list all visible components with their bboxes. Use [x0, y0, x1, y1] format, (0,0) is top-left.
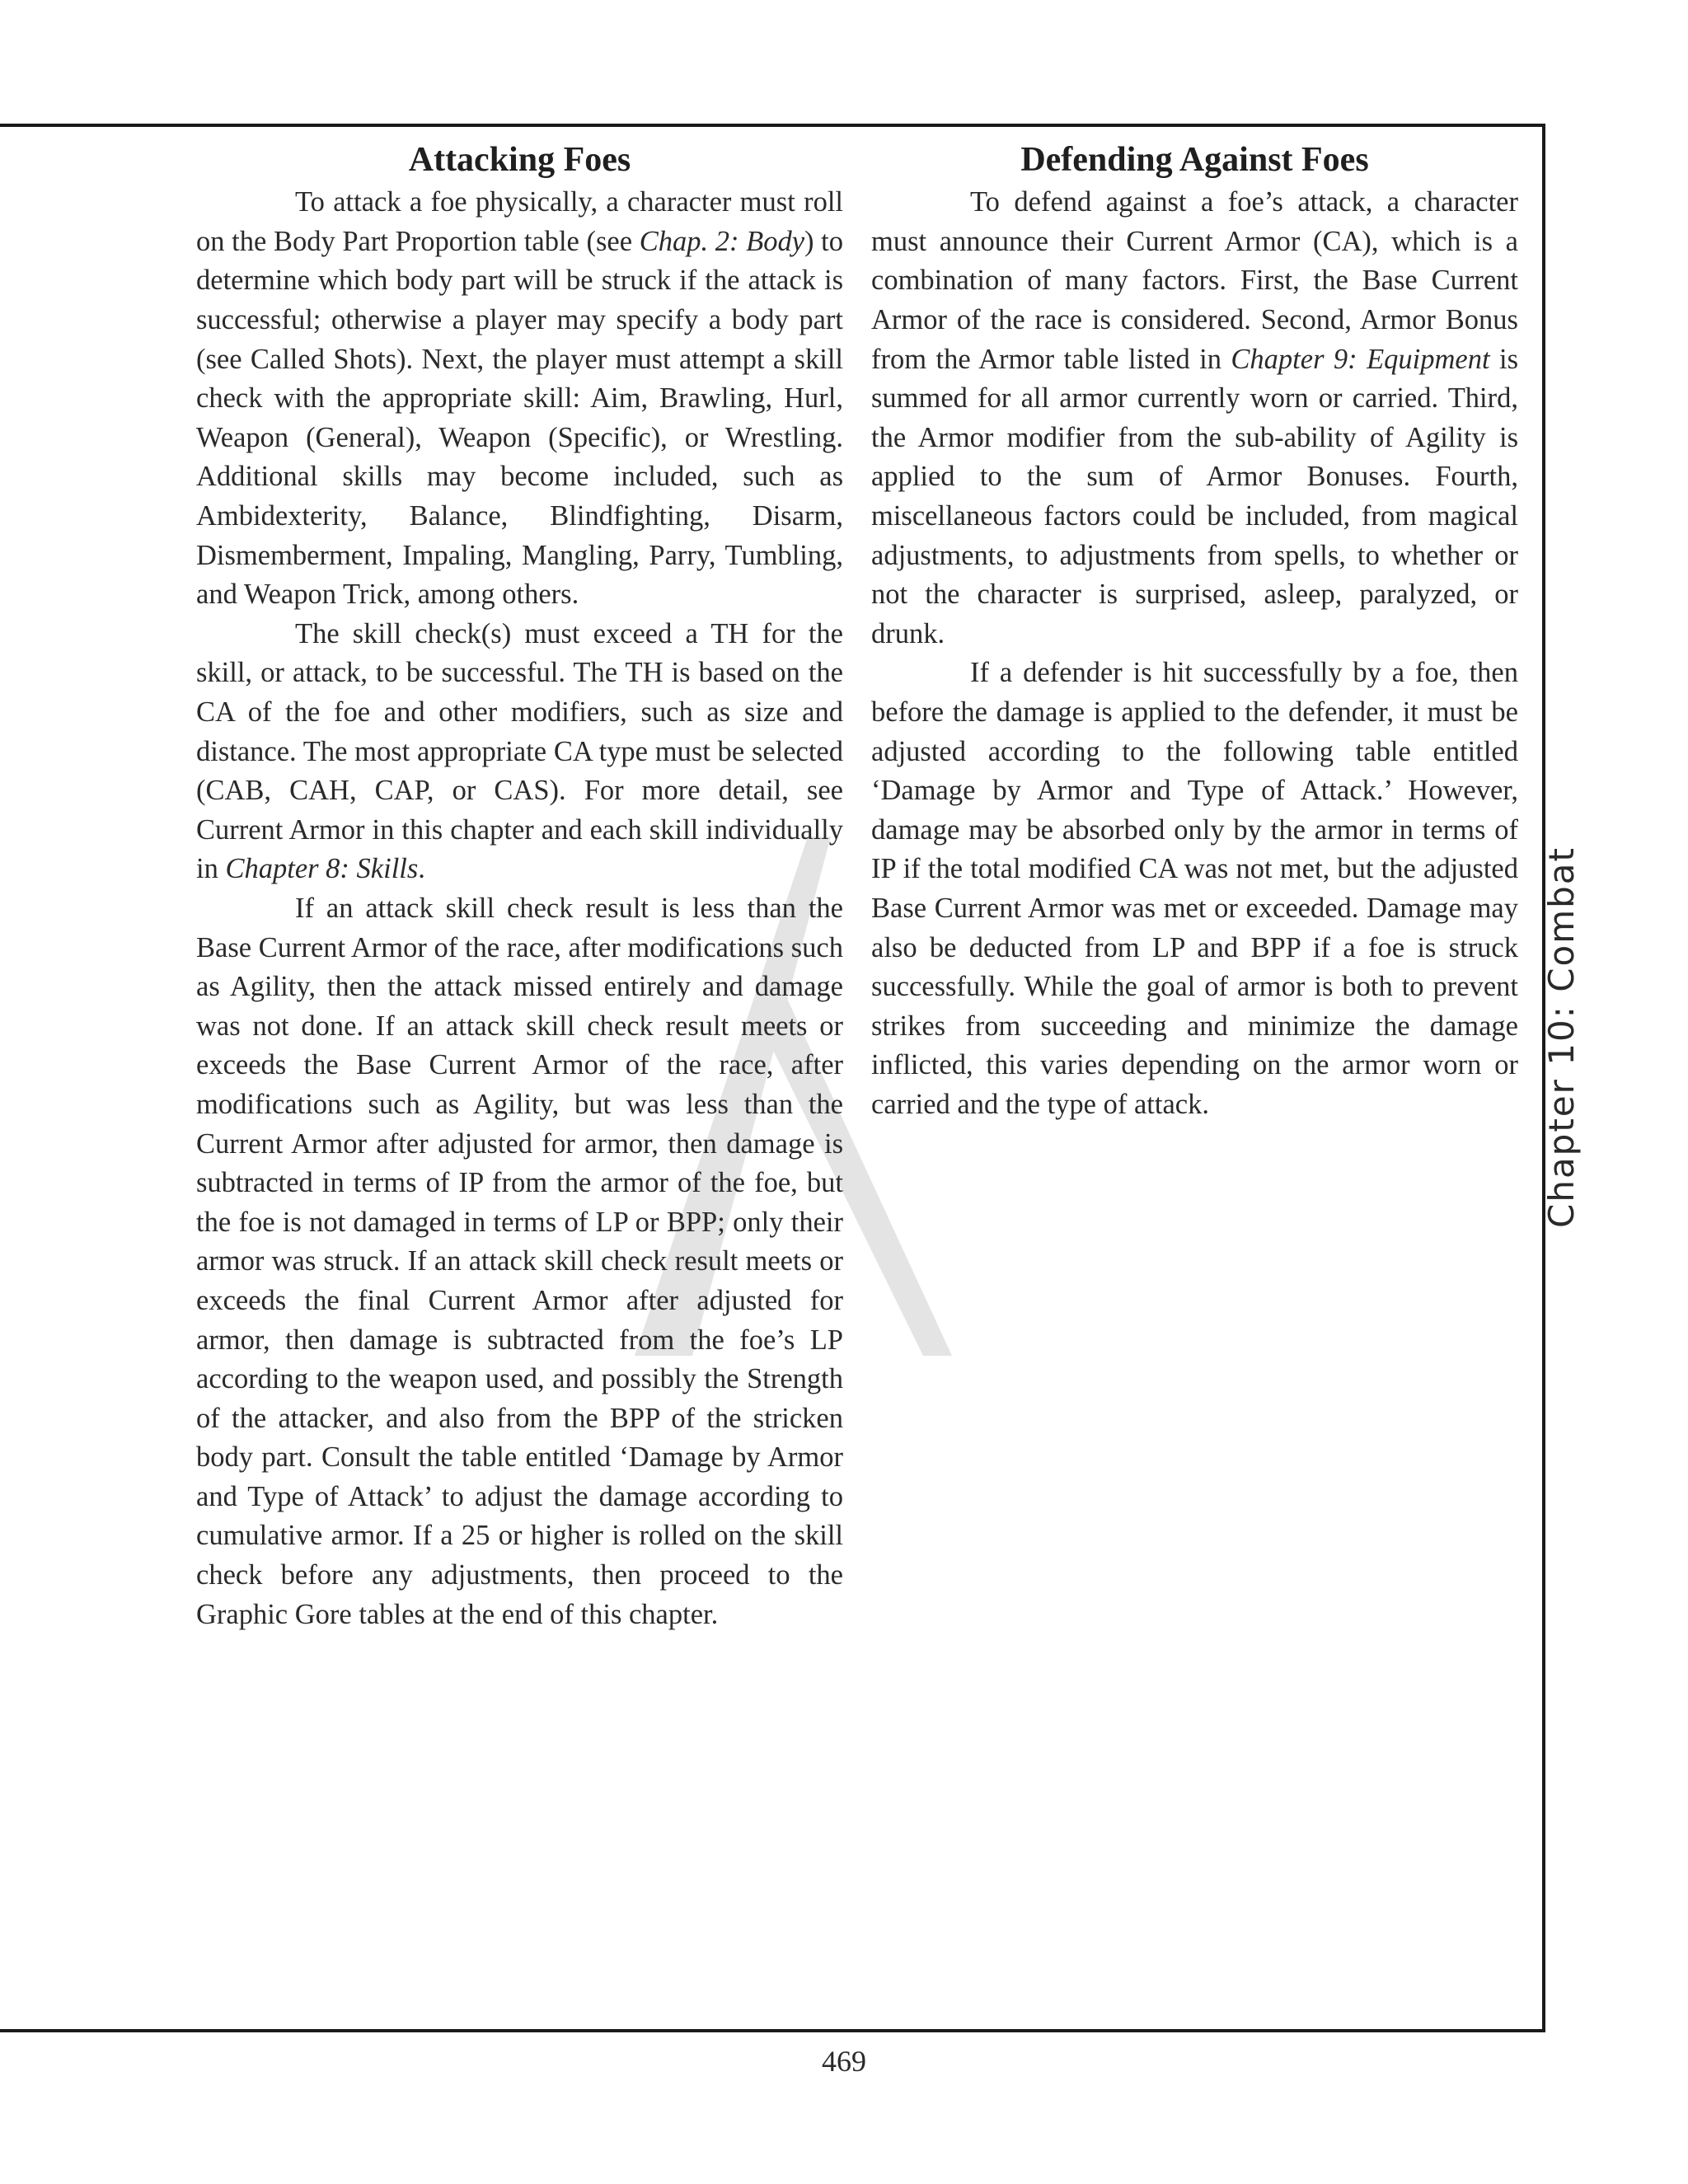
frame-bottom-rule [0, 2029, 1545, 2032]
body-paragraph [196, 615, 843, 889]
italic-reference: Chapter 9: Equipment [1231, 343, 1490, 375]
text-run: If an attack skill check result is less than the Base Current Armor of the race, after modifications such as Agility, then the attack missed entirely and damage was not done. If an attack skill check result meets or exceeds the Base Current Armor of the race, after modifications such as Agility, but was less than the Current Armor after adjusted for armor, then damage is subtracted in terms of IP from the armor of the foe, but the foe is not damaged in terms of LP or BPP; only their armor was struck. If an attack skill check result meets or exceeds the final Current Armor after adjusted for armor, then damage is subtracted from the foe’s LP according to the weapon used, and possibly the Strength of the attacker, and also from the BPP of the stricken body part. Consult the table entitled ‘Damage by Armor and Type of Attack’ to adjust the damage according to cumulative armor. If a 25 or higher is rolled on the skill check before any adjustments, then proceed to the Graphic Gore tables at the end of this chapter. [196, 892, 843, 1630]
text-run: If a defender is hit successfully by a foe, then before the damage is applied to the defender, it must be adjusted according to the following table entitled ‘Damage by Armor and Type of Attack.’ However, damage may be absorbed only by the armor in terms of IP if the total modified CA was not met, but the adjusted Base Current Armor was met or exceeded. Damage may also be deducted from LP and BPP if a foe is struck successfully. While the goal of armor is both to prevent strikes from succeeding and minimize the damage inflicted, this varies depending on the armor worn or carried and the type of attack. [871, 657, 1518, 1120]
body-paragraph [196, 183, 843, 615]
text-run: To defend against a foe’s attack, a character must announce their Current Armor (CA), which is a combination of many factors. First, the Base Current Armor of the race is considered. Second, Armor Bonus from the Armor table listed in [871, 186, 1518, 375]
page-number: 469 [822, 2045, 866, 2078]
left-column-body [196, 183, 843, 1634]
body-paragraph [871, 654, 1518, 1124]
left-column [196, 140, 843, 1634]
right-column [871, 140, 1518, 1125]
text-run: The skill check(s) must exceed a TH for the skill, or attack, to be successful. The TH is based on the CA of the foe and other modifiers, such as size and distance. The most appropriate CA type must be selected (CAB, CAH, CAP, or CAS). For more detail, see Current Armor in this chapter and each skill individually in [196, 617, 843, 885]
body-paragraph [196, 889, 843, 1634]
body-paragraph [871, 183, 1518, 654]
chapter-tab-label: Chapter 10: Combat [1541, 846, 1582, 1228]
text-run: ) to determine which body part will be struck if the attack is successful; otherwise a player may specify a body part (see Called Shots). Next, the player must attempt a skill check with the appropriate skill: Aim, Brawling, Hurl, Weapon (General), Weapon (Specific), or Wrestling. Additional skills may become included, such as Ambidexterity, Balance, Blindfighting, Disarm, Dismemberment, Impaling, Mangling, Parry, Tumbling, and Weapon Trick, among others. [196, 225, 844, 611]
frame-top-rule [0, 124, 1545, 127]
text-run: . [418, 853, 425, 885]
text-run: To attack a foe physically, a character must roll on the Body Part Proportion table (see [196, 186, 843, 257]
right-column-body [871, 183, 1518, 1124]
section-heading-defending-against-foes: Defending Against Foes [1020, 141, 1369, 179]
text-run: is summed for all armor currently worn or carried. Third, the Armor modifier from the sub-ability of Agility is applied to the sum of Armor Bonuses. Fourth, miscellaneous factors could be included, from magical adjustments, to adjustments from spells, to whether or not the character is surprised, asleep, paralyzed, or drunk. [871, 343, 1518, 649]
italic-reference: Chap. 2: Body [639, 225, 805, 257]
section-heading-attacking-foes: Attacking Foes [408, 141, 631, 179]
italic-reference: Chapter 8: Skills [225, 853, 419, 885]
